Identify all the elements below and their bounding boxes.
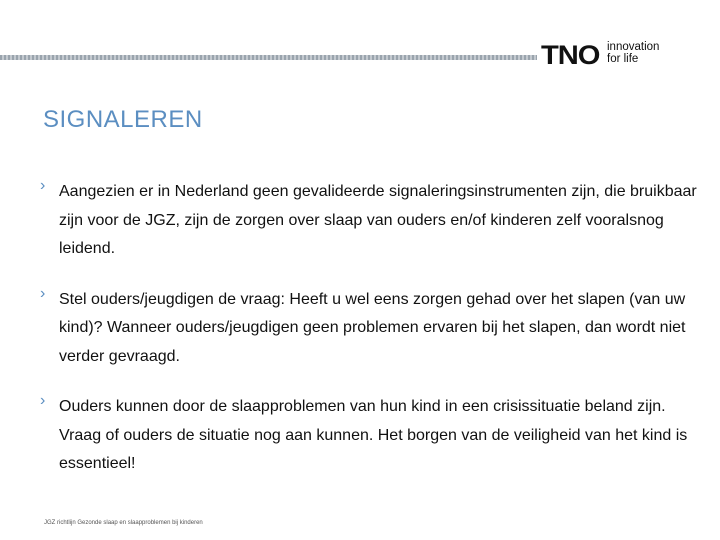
tno-logo bbox=[541, 40, 671, 70]
logo-tagline-line2: for life bbox=[607, 53, 639, 65]
header-divider-bar bbox=[0, 55, 537, 60]
bullet-text: Aangezien er in Nederland geen gevalideerde signaleringsinstrumenten zijn, die bruikbaar zijn voor de JGZ, zijn de zorgen over slaap van ouders en/of kinderen zelf vooralsnog leidend. bbox=[59, 183, 697, 257]
bullet-item bbox=[40, 286, 700, 372]
bullet-list bbox=[40, 178, 700, 479]
slide-title: SIGNALEREN bbox=[43, 106, 203, 133]
footer-text: JGZ richtlijn Gezonde slaap en slaapproblemen bij kinderen bbox=[44, 520, 203, 526]
bullet-item bbox=[40, 393, 700, 479]
logo-tagline bbox=[607, 41, 659, 65]
chevron-right-icon: › bbox=[40, 392, 46, 409]
chevron-right-icon: › bbox=[40, 284, 46, 302]
bullet-item bbox=[40, 178, 700, 264]
logo-mark: TNO bbox=[541, 40, 600, 70]
chevron-right-icon: › bbox=[40, 177, 46, 194]
logo-tagline-line1: innovation bbox=[607, 41, 660, 53]
bullet-text: Ouders kunnen door de slaapproblemen van hun kind in een crisissituatie beland zijn. Vraag of ouders de situatie nog aan kunnen. Het borgen van de veiligheid van het kind is essentieel! bbox=[59, 398, 688, 472]
bullet-text: Stel ouders/jeugdigen de vraag: Heeft u wel eens zorgen gehad over het slapen (van uw kind)? Wanneer ouders/jeugdigen geen problemen ervaren bij het slapen, dan wordt niet verder gevraagd. bbox=[59, 290, 686, 365]
